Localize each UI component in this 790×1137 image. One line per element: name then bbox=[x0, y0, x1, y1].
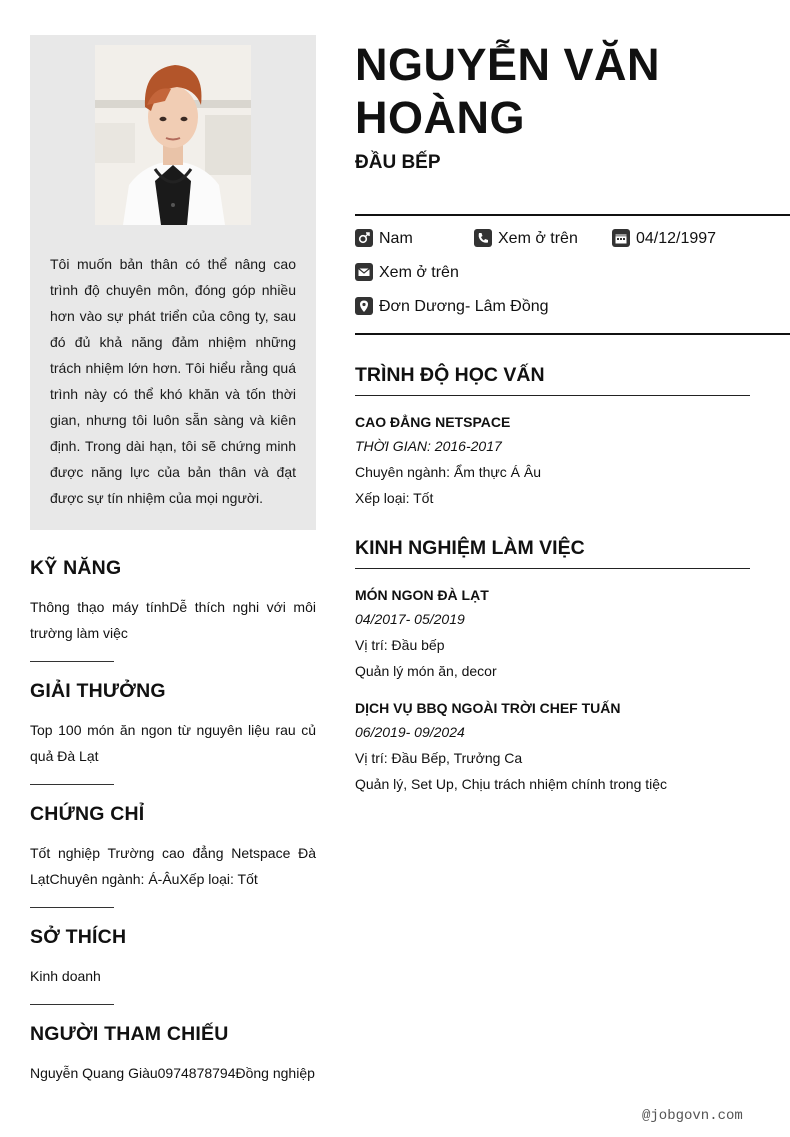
awards-content: Top 100 món ăn ngon từ nguyên liệu rau củ quả Đà Lạt bbox=[30, 722, 316, 764]
references-section bbox=[30, 1021, 316, 1086]
job-period: 04/2017- 05/2019 bbox=[355, 611, 465, 627]
address-text: Đơn Dương- Lâm Đồng bbox=[379, 298, 549, 315]
job-title: ĐẦU BẾP bbox=[355, 152, 441, 173]
contact-bottom-divider bbox=[355, 333, 790, 335]
experience-entry bbox=[355, 582, 755, 684]
contact-address bbox=[355, 297, 549, 317]
contact-gender bbox=[355, 229, 413, 249]
references-title: NGƯỜI THAM CHIẾU bbox=[30, 1023, 229, 1045]
profile-photo bbox=[95, 45, 251, 225]
email-icon bbox=[355, 263, 373, 281]
contact-email bbox=[355, 263, 459, 283]
job-period: 06/2019- 09/2024 bbox=[355, 724, 465, 740]
location-icon bbox=[355, 297, 373, 315]
job-description: Quản lý, Set Up, Chịu trách nhiệm chính trong tiệc bbox=[355, 776, 668, 792]
references-content: Nguyễn Quang Giàu0974878794Đồng nghiệp bbox=[30, 1065, 315, 1081]
certificates-title: CHỨNG CHỈ bbox=[30, 803, 145, 825]
phone-text: Xem ở trên bbox=[498, 230, 578, 247]
education-title: TRÌNH ĐỘ HỌC VẤN bbox=[355, 364, 750, 396]
education-period: THỜI GIAN: 2016-2017 bbox=[355, 438, 502, 454]
education-major: Chuyên ngành: Ẩm thực Á Âu bbox=[355, 464, 542, 480]
skills-content: Thông thạo máy tínhDễ thích nghi với môi trường làm việc bbox=[30, 599, 316, 641]
awards-title: GIẢI THƯỞNG bbox=[30, 680, 166, 702]
job-position: Vị trí: Đầu Bếp, Trưởng Ca bbox=[355, 750, 523, 766]
calendar-icon bbox=[612, 229, 630, 247]
skills-section bbox=[30, 555, 316, 662]
watermark: @jobgovn.com bbox=[642, 1108, 743, 1124]
contact-phone bbox=[474, 229, 578, 249]
birthday-text: 04/12/1997 bbox=[636, 230, 717, 247]
divider bbox=[30, 1004, 114, 1005]
profile-panel bbox=[30, 35, 316, 530]
experience-entry bbox=[355, 695, 755, 797]
divider bbox=[30, 661, 114, 662]
hobbies-title: SỞ THÍCH bbox=[30, 926, 127, 948]
gender-text: Nam bbox=[379, 230, 413, 247]
divider bbox=[30, 784, 114, 785]
education-rank: Xếp loại: Tốt bbox=[355, 490, 434, 506]
experience-title: KINH NGHIỆM LÀM VIỆC bbox=[355, 537, 750, 569]
gender-icon bbox=[355, 229, 373, 247]
school-name: CAO ĐẲNG NETSPACE bbox=[355, 414, 511, 430]
certificates-section bbox=[30, 801, 316, 908]
company-name: DỊCH VỤ BBQ NGOÀI TRỜI CHEF TUẤN bbox=[355, 700, 621, 716]
certificates-content: Tốt nghiệp Trường cao đẳng Netspace Đà LạtChuyên ngành: Á-ÂuXếp loại: Tốt bbox=[30, 845, 316, 887]
phone-icon bbox=[474, 229, 492, 247]
job-description: Quản lý món ăn, decor bbox=[355, 663, 497, 679]
candidate-name: NGUYỄN VĂN HOÀNG bbox=[355, 39, 661, 143]
email-text: Xem ở trên bbox=[379, 264, 459, 281]
contact-top-divider bbox=[355, 214, 790, 216]
skills-title: KỸ NĂNG bbox=[30, 557, 122, 579]
hobbies-content: Kinh doanh bbox=[30, 968, 101, 984]
education-entry bbox=[355, 409, 755, 511]
career-objective: Tôi muốn bản thân có thể nâng cao trình độ chuyên môn, đóng góp nhiều hơn vào sự phát triển của công ty, sau đó đủ khả năng đảm nhiệm những trách nhiệm lớn hơn. Tôi hiểu rằng quá trình này có thể khó khăn và tốn thời gian, nhưng tôi luôn sẵn sàng và kiên định. Trong dài hạn, tôi sẽ chứng minh được năng lực của bản thân và đạt được sự tín nhiệm của mọi người. bbox=[50, 256, 296, 506]
left-sections bbox=[30, 555, 316, 1086]
contact-birthday bbox=[612, 229, 716, 249]
awards-section bbox=[30, 678, 316, 785]
hobbies-section bbox=[30, 924, 316, 1005]
divider bbox=[30, 907, 114, 908]
job-position: Vị trí: Đầu bếp bbox=[355, 637, 445, 653]
company-name: MÓN NGON ĐÀ LẠT bbox=[355, 587, 489, 603]
